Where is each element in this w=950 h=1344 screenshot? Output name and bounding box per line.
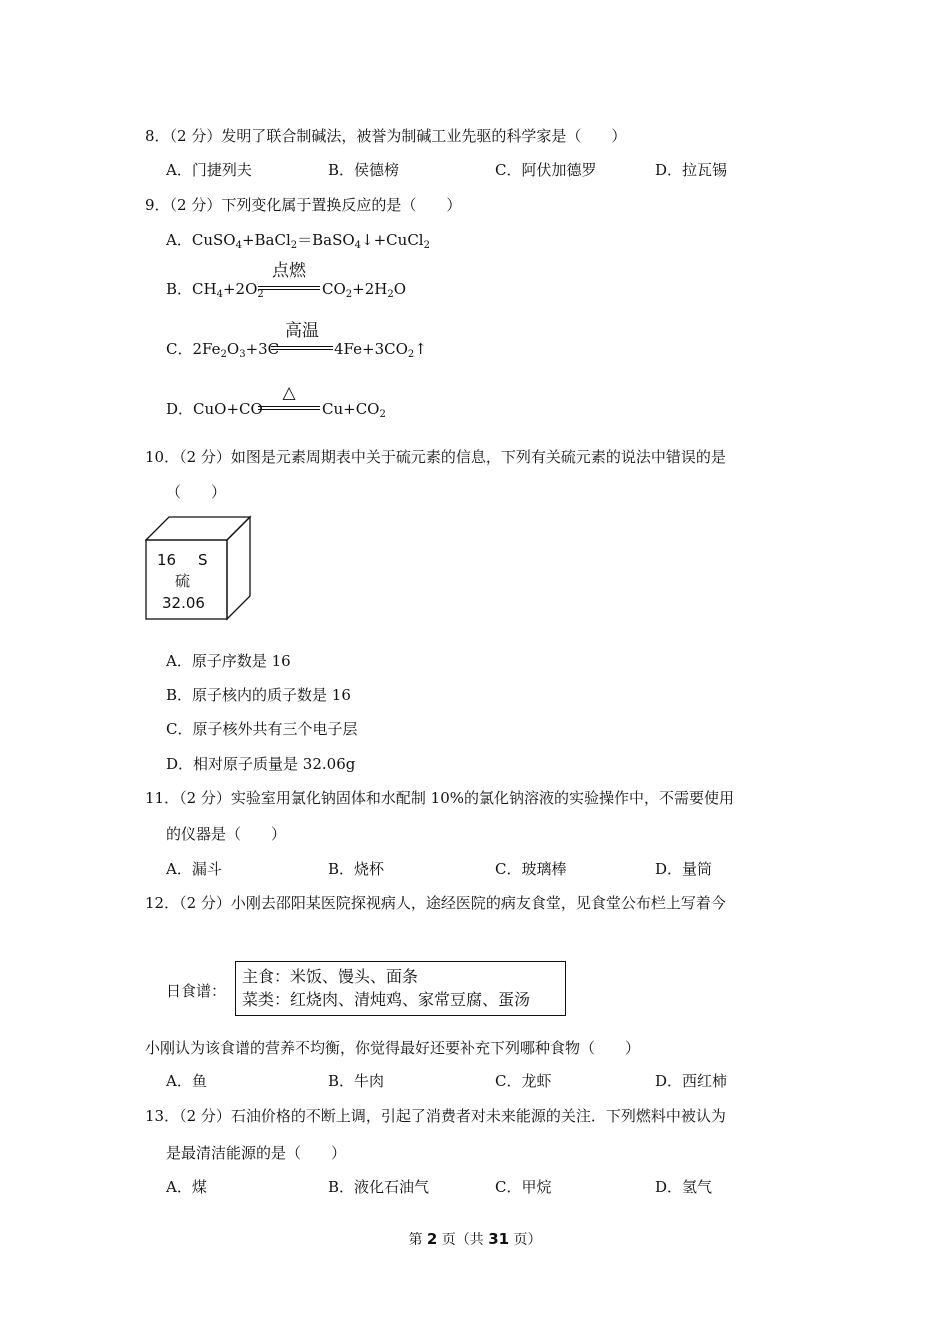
q8-stem: 8．（2 分）发明了联合制碱法，被誉为制碱工业先驱的科学家是（ ）	[145, 127, 627, 145]
current-page-number: 2	[426, 1230, 438, 1248]
q9-option-d: D．CuO+CO	[166, 400, 263, 418]
q12-option-d: D．西红柿	[655, 1072, 728, 1090]
q12-option-b: B．牛肉	[328, 1072, 385, 1090]
sulfur-element-card	[145, 514, 255, 626]
q9-option-c-products: $4Fe+3CO_2↑$	[334, 340, 427, 360]
q12-option-a: A．鱼	[166, 1072, 207, 1090]
atomic-number: 16	[157, 551, 177, 569]
q9-b-reaction-arrow: 点燃	[258, 262, 320, 298]
atomic-mass: 32.06	[162, 594, 205, 612]
q9-option-b-products: $CO_2+2H_2O$	[322, 280, 407, 300]
q13-stem: 13．（2 分）石油价格的不断上调，引起了消费者对未来能源的关注．下列燃料中被认为	[145, 1107, 726, 1125]
heat-triangle-icon: △	[282, 383, 296, 403]
q13-option-d: D．氢气	[655, 1178, 713, 1196]
q12-stem: 12．（2 分）小刚去邵阳某医院探视病人，途经医院的病友食堂，见食堂公布栏上写着今	[145, 894, 726, 912]
q12-question: 小刚认为该食谱的营养不均衡，你觉得最好还要补充下列哪种食物（ ）	[145, 1039, 641, 1057]
q11-option-d: D．量筒	[655, 860, 713, 878]
q10-option-c: C．原子核外共有三个电子层	[166, 720, 358, 738]
q12-option-c: C．龙虾	[495, 1072, 552, 1090]
element-name: 硫	[175, 572, 191, 590]
q11-stem-cont: 的仪器是（ ）	[166, 825, 287, 843]
q11-option-a: A．漏斗	[166, 860, 222, 878]
q12-menu-label: 日食谱：	[166, 982, 227, 1000]
q13-option-b: B．液化石油气	[328, 1178, 430, 1196]
q10-option-a: A．原子序数是 16	[166, 652, 291, 670]
q9-option-c: C．$2Fe_2O_3+3C$	[166, 340, 280, 360]
q9-option-b: B．$CH_4+2O_2$	[166, 280, 264, 300]
q10-option-b: B．原子核内的质子数是 16	[166, 686, 351, 704]
total-pages: 31	[488, 1230, 510, 1248]
q9-stem: 9．（2 分）下列变化属于置换反应的是（ ）	[145, 196, 462, 214]
q13-option-a: A．煤	[166, 1178, 207, 1196]
q13-option-c: C．甲烷	[495, 1178, 552, 1196]
element-symbol: S	[198, 551, 208, 569]
q8-option-b: B．侯德榜	[328, 161, 400, 179]
daily-menu-box	[235, 961, 566, 1016]
page-footer: 第 2 页（共 31 页）	[408, 1230, 542, 1248]
q13-stem-cont: 是最清洁能源的是（ ）	[166, 1144, 347, 1162]
q8-option-d: D．拉瓦锡	[655, 161, 728, 179]
q8-option-a: A．门捷列夫	[166, 161, 252, 179]
menu-staple-foods: 主食：米饭、馒头、面条	[242, 967, 419, 986]
q11-stem: 11．（2 分）实验室用氯化钠固体和水配制 10%的氯化钠溶液的实验操作中，不需要使用	[145, 789, 735, 807]
menu-dishes: 菜类：红烧肉、清炖鸡、家常豆腐、蛋汤	[242, 990, 531, 1009]
q8-option-c: C．阿伏加德罗	[495, 161, 597, 179]
q10-paren: （ ）	[166, 483, 227, 501]
q9-option-d-products: $Cu+CO_2$	[322, 400, 386, 420]
q10-option-d: D．相对原子质量是 32.06g	[166, 755, 356, 773]
q9-c-reaction-arrow: 高温	[271, 322, 333, 358]
q9-option-a: A．CuSO$_4$+BaCl$_2$＝BaSO$_4$↓+CuCl$_2$	[166, 231, 430, 251]
q9-d-reaction-arrow	[258, 384, 320, 418]
q11-option-b: B．烧杯	[328, 860, 385, 878]
q10-stem: 10．（2 分）如图是元素周期表中关于硫元素的信息，下列有关硫元素的说法中错误的是	[145, 448, 726, 466]
q11-option-c: C．玻璃棒	[495, 860, 567, 878]
